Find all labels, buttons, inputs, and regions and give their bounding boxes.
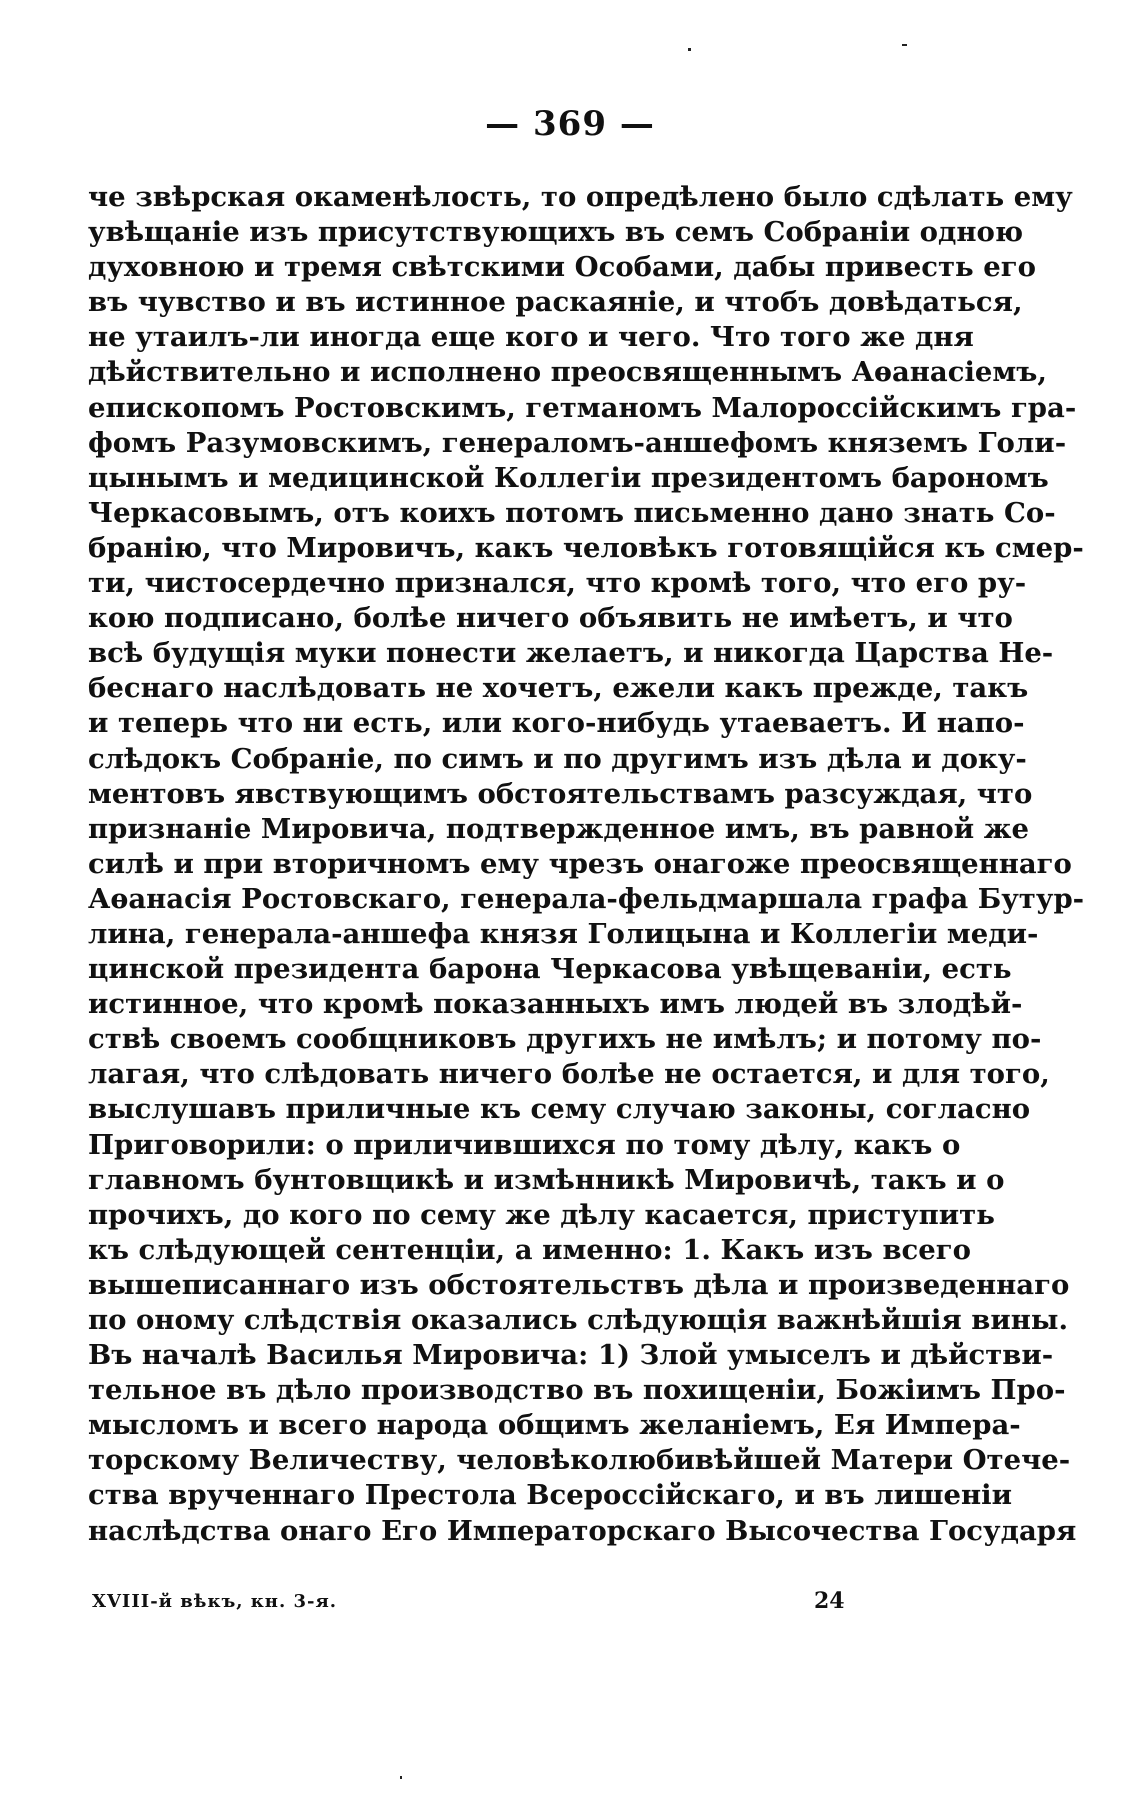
text-line: цинской президента барона Черкасова увѣщеваніи, есть xyxy=(88,953,1012,986)
ink-speck xyxy=(400,1776,402,1779)
text-line: духовною и тремя свѣтскими Особами, дабы привесть его xyxy=(88,251,1036,284)
text-line: наслѣдства онаго Его Императорскаго Высочества Государя xyxy=(88,1514,1077,1547)
text-line: вышеписаннаго изъ обстоятельствъ дѣла и произведеннаго xyxy=(88,1268,1070,1301)
text-line: къ слѣдующей сентенціи, а именно: 1. Какъ изъ всего xyxy=(88,1233,971,1266)
text-line: епископомъ Ростовскимъ, гетманомъ Малороссійскимъ гра- xyxy=(88,391,1077,424)
text-line: фомъ Разумовскимъ, генераломъ-аншефомъ княземъ Голи- xyxy=(88,426,1067,459)
text-line: не утаилъ-ли иногда еще кого и чего. Что того же дня xyxy=(88,321,974,354)
text-line: увѣщаніе изъ присутствующихъ въ семъ Собраніи одною xyxy=(88,216,1024,249)
text-line: че звѣрская окаменѣлость, то опредѣлено было сдѣлать ему xyxy=(88,181,1073,213)
text-line: кою подписано, болѣе ничего объявить не имѣетъ, и что xyxy=(88,602,1013,635)
text-line: мысломъ и всего народа общимъ желаніемъ, Ея Импера- xyxy=(88,1409,1021,1442)
text-line: слѣдокъ Собраніе, по симъ и по другимъ изъ дѣла и доку- xyxy=(88,742,1027,775)
page-number: — 369 — xyxy=(485,104,655,144)
text-line: прочихъ, до кого по сему же дѣлу касается, приступить xyxy=(88,1198,995,1231)
text-line: беснаго наслѣдовать не хочетъ, ежели какъ прежде, такъ xyxy=(88,672,1029,705)
text-line: лагая, что слѣдовать ничего болѣе не остается, и для того, xyxy=(88,1058,1050,1091)
text-line: выслушавъ приличные къ сему случаю законы, согласно xyxy=(88,1093,1031,1126)
text-line: дѣйствительно и исполнено преосвященнымъ Аѳанасіемъ, xyxy=(88,356,1047,389)
text-line: Въ началѣ Василья Мировича: 1) Злой умыселъ и дѣйстви- xyxy=(88,1339,1054,1372)
text-line: всѣ будущія муки понести желаетъ, и никогда Царства Не- xyxy=(88,637,1054,670)
text-line: и теперь что ни есть, или кого-нибудь утаеваетъ. И напо- xyxy=(88,707,1025,740)
text-line: Черкасовымъ, отъ коихъ потомъ письменно дано знать Со- xyxy=(88,496,1056,529)
text-line: признаніе Мировича, подтвержденное имъ, въ равной же xyxy=(88,812,1030,845)
text-line: бранію, что Мировичъ, какъ человѣкъ готовящійся къ смер- xyxy=(88,531,1084,564)
text-line: ствѣ своемъ сообщниковъ другихъ не имѣлъ; и потому по- xyxy=(88,1023,1042,1056)
text-line: цынымъ и медицинской Коллегіи президентомъ барономъ xyxy=(88,461,1049,494)
ink-speck xyxy=(902,44,907,46)
text-line: Приговорили: о приличившихся по тому дѣлу, какъ о xyxy=(88,1128,961,1161)
text-line: въ чувство и въ истинное раскаяніе, и чтобъ довѣдаться, xyxy=(88,286,1023,319)
text-line: торскому Величеству, человѣколюбивѣйшей Матери Отече- xyxy=(88,1444,1071,1477)
text-line: ства врученнаго Престола Всероссійскаго, и въ лишеніи xyxy=(88,1479,1013,1512)
signature-mark: XVIII-й вѣкъ, кн. 3-я. xyxy=(92,1591,338,1612)
text-line: тельное въ дѣло производство въ похищеніи, Божіимъ Про- xyxy=(88,1374,1066,1407)
sheet-number: 24 xyxy=(814,1588,845,1614)
text-line: по оному слѣдствія оказались слѣдующія важнѣйшія вины. xyxy=(88,1304,1069,1336)
body-text xyxy=(88,180,1085,1549)
text-line: лина, генерала-аншефа князя Голицына и Коллегіи меди- xyxy=(88,917,1039,950)
text-line: истинное, что кромѣ показанныхъ имъ людей въ злодѣй- xyxy=(88,988,1023,1021)
text-line: ти, чистосердечно признался, что кромѣ того, что его ру- xyxy=(88,567,1027,600)
ink-speck xyxy=(688,48,691,51)
text-line: ментовъ явствующимъ обстоятельствамъ разсуждая, что xyxy=(88,777,1033,810)
text-line: Аѳанасія Ростовскаго, генерала-фельдмаршала графа Бутур- xyxy=(88,882,1085,915)
text-line: силѣ и при вторичномъ ему чрезъ онагоже преосвященнаго xyxy=(88,847,1072,880)
text-line: главномъ бунтовщикѣ и измѣнникѣ Мировичѣ, такъ и о xyxy=(88,1163,1005,1196)
